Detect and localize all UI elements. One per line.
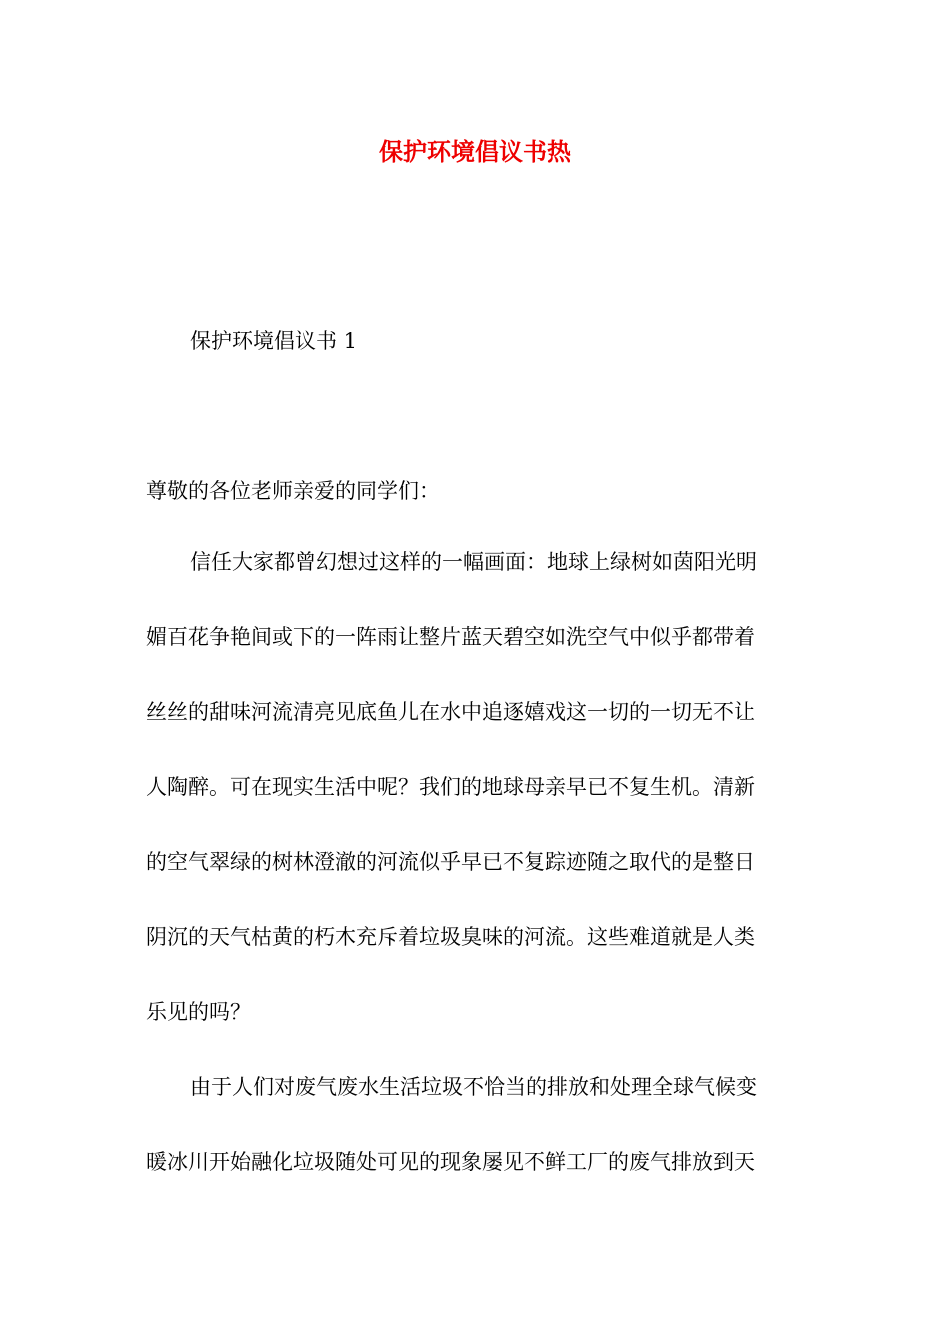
paragraph-line: 的空气翠绿的树林澄澈的河流似乎早已不复踪迹随之取代的是整日 — [146, 850, 755, 874]
paragraph-line: 媚百花争艳间或下的一阵雨让整片蓝天碧空如洗空气中似乎都带着 — [146, 625, 755, 649]
paragraph-line: 暖冰川开始融化垃圾随处可见的现象屡见不鲜工厂的废气排放到天 — [146, 1150, 755, 1174]
paragraph-line: 阴沉的天气枯黄的朽木充斥着垃圾臭味的河流。这些难道就是人类 — [146, 925, 755, 949]
section-heading: 保护环境倡议书 1 — [190, 329, 358, 353]
body-paragraph — [146, 1050, 806, 1200]
salutation: 尊敬的各位老师亲爱的同学们： — [146, 479, 440, 503]
paragraph-line: 由于人们对废气废水生活垃圾不恰当的排放和处理全球气候变 — [190, 1075, 757, 1099]
document-title: 保护环境倡议书热 — [379, 137, 571, 166]
paragraph-line: 信任大家都曾幻想过这样的一幅画面：地球上绿树如茵阳光明 — [190, 550, 757, 574]
body-paragraph — [146, 525, 806, 1050]
paragraph-line: 乐见的吗？ — [146, 1000, 251, 1024]
paragraph-line: 人陶醉。可在现实生活中呢？我们的地球母亲早已不复生机。清新 — [146, 775, 755, 799]
paragraph-line: 丝丝的甜味河流清亮见底鱼儿在水中追逐嬉戏这一切的一切无不让 — [146, 700, 755, 724]
